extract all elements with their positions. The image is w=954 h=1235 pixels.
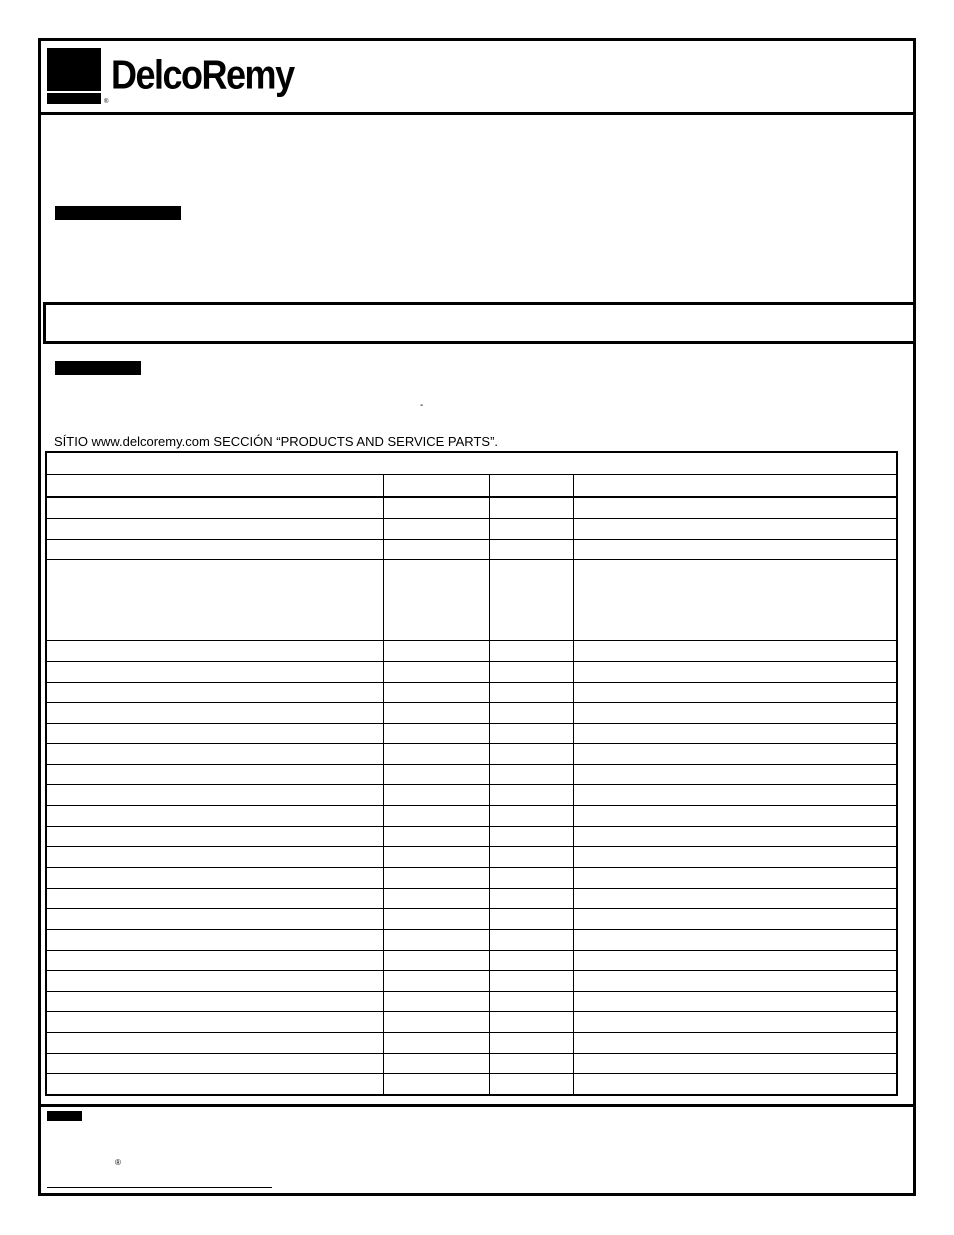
table-row xyxy=(47,929,896,930)
brand-logotype: DelcoRemy xyxy=(111,51,294,98)
table-row xyxy=(47,723,896,724)
table-row xyxy=(47,908,896,909)
section-heading-bar xyxy=(55,206,181,220)
parts-heading-bar xyxy=(55,361,141,375)
table-row xyxy=(47,970,896,971)
table-row xyxy=(47,846,896,847)
document-title-box xyxy=(43,302,916,344)
header-divider xyxy=(38,112,916,115)
registered-mark: ® xyxy=(104,99,109,105)
table-row xyxy=(47,702,896,703)
parts-table xyxy=(45,451,898,1096)
dash-mark: - xyxy=(420,400,424,411)
table-row xyxy=(47,539,896,540)
table-row xyxy=(47,867,896,868)
table-row xyxy=(47,518,896,519)
table-row xyxy=(47,888,896,889)
table-row xyxy=(47,496,896,498)
table-row xyxy=(47,1073,896,1074)
table-row xyxy=(47,682,896,683)
table-row xyxy=(47,805,896,806)
table-row xyxy=(47,826,896,827)
table-row xyxy=(47,559,896,560)
table-row xyxy=(47,784,896,785)
table-column-divider xyxy=(573,474,574,1094)
table-row xyxy=(47,661,896,662)
table-row xyxy=(47,474,896,475)
table-row xyxy=(47,1053,896,1054)
table-row xyxy=(47,640,896,641)
table-row xyxy=(47,764,896,765)
table-row xyxy=(47,1011,896,1012)
delco-remy-logo-mark xyxy=(47,48,101,104)
website-reference-note: SÍTIO www.delcoremy.com SECCIÓN “PRODUCTS AND SERVICE PARTS”. xyxy=(54,434,499,449)
footer-heading-bar xyxy=(47,1111,82,1121)
table-row xyxy=(47,743,896,744)
table-column-divider xyxy=(383,474,384,1094)
footer-signature-line xyxy=(47,1187,272,1188)
table-column-divider xyxy=(489,474,490,1094)
footer-divider xyxy=(38,1104,916,1107)
table-row xyxy=(47,1032,896,1033)
table-row xyxy=(47,991,896,992)
table-row xyxy=(47,950,896,951)
footer-registered-mark: ® xyxy=(115,1158,121,1167)
